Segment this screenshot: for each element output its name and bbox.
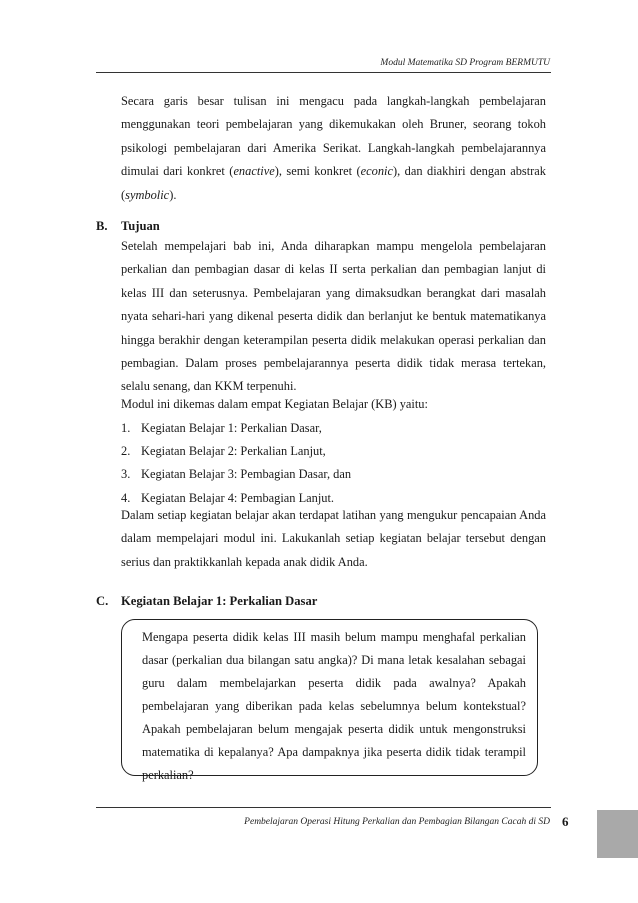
intro-text-1: Secara garis besar tulisan ini mengacu pada langkah-langkah pembelajaran menggunakan teori pembelajaran yang dikemukakan oleh Bruner, seorang tokoh psikologi pembelajaran dari Amerika Serikat. Langkah-langkah pembelajarannya dimulai dari konkret ( — [121, 94, 546, 179]
module-list-intro: Modul ini dikemas dalam empat Kegiatan Belajar (KB) yaitu: — [121, 397, 428, 411]
exercise-paragraph: Dalam setiap kegiatan belajar akan terdapat latihan yang mengukur pencapaian Anda dalam mempelajari modul ini. Lakukanlah setiap kegiatan belajar tersebut dengan serius dan praktikkanlah kepada anak didik Anda. — [121, 508, 546, 569]
kegiatan-belajar-list — [121, 417, 351, 510]
section-b-heading — [96, 219, 160, 234]
running-footer: Pembelajaran Operasi Hitung Perkalian dan Pembagian Bilangan Cacah di SD — [244, 817, 550, 827]
question-box-text: Mengapa peserta didik kelas III masih belum mampu menghafal perkalian dasar (perkalian dua bilangan satu angka)? Di mana letak kesalahan sebagai guru dalam membelajarkan peserta didik pada awalnya? Apakah pembelajaran yang diberikan pada kelas sebelumnya belum kontekstual? Apakah pembelajaran belum mengajak peserta didik untuk mengonstruksi matematika di kepalanya? Apa dampaknya jika peserta didik tidak terampil perkalian? — [142, 630, 526, 782]
intro-text-3: ), dan diakhiri dengan abstrak ( — [121, 164, 546, 202]
intro-text-4: ). — [169, 187, 177, 202]
running-header: Modul Matematika SD Program BERMUTU — [380, 58, 550, 68]
section-c-letter: C. — [96, 594, 109, 608]
intro-term-econic: econic — [360, 164, 393, 179]
tujuan-paragraph: Setelah mempelajari bab ini, Anda diharapkan mampu mengelola pembelajaran perkalian dan pembagian dasar di kelas II serta perkalian dan pembagian lanjut di kelas III dan seterusnya. Pembelajaran yang dimaksudkan berangkat dari masalah nyata sehari-hari yang dikenal peserta didik dan berlanjut ke bentuk matematikanya hingga berakhir dengan keterampilan peserta didik melakukan operasi perkalian dan pembagian. Dalam proses pembelajarannya peserta didik tidak merasa tertekan, selalu senang, dan KKM terpenuhi. — [121, 239, 546, 394]
intro-paragraph — [121, 90, 546, 207]
section-c-title: Kegiatan Belajar 1: Perkalian Dasar — [121, 594, 318, 608]
list-item: 3. Kegiatan Belajar 3: Pembagian Dasar, dan — [121, 467, 352, 482]
section-b-title: Tujuan — [121, 219, 160, 233]
intro-text-2: ), semi konkret ( — [274, 164, 361, 179]
intro-term-symbolic: symbolic — [125, 187, 170, 202]
page-number: 6 — [562, 814, 569, 829]
header-rule — [96, 72, 551, 73]
list-item: 4. Kegiatan Belajar 4: Pembagian Lanjut. — [121, 490, 335, 505]
section-b-letter: B. — [96, 219, 108, 233]
page-edge-tab — [597, 810, 638, 858]
list-item: 2. Kegiatan Belajar 2: Perkalian Lanjut, — [121, 444, 326, 459]
intro-term-enactive: enactive — [233, 164, 275, 179]
footer-rule — [96, 807, 551, 808]
list-item: 1. Kegiatan Belajar 1: Perkalian Dasar, — [121, 421, 322, 435]
section-c-heading — [96, 594, 317, 609]
question-box — [121, 619, 538, 782]
